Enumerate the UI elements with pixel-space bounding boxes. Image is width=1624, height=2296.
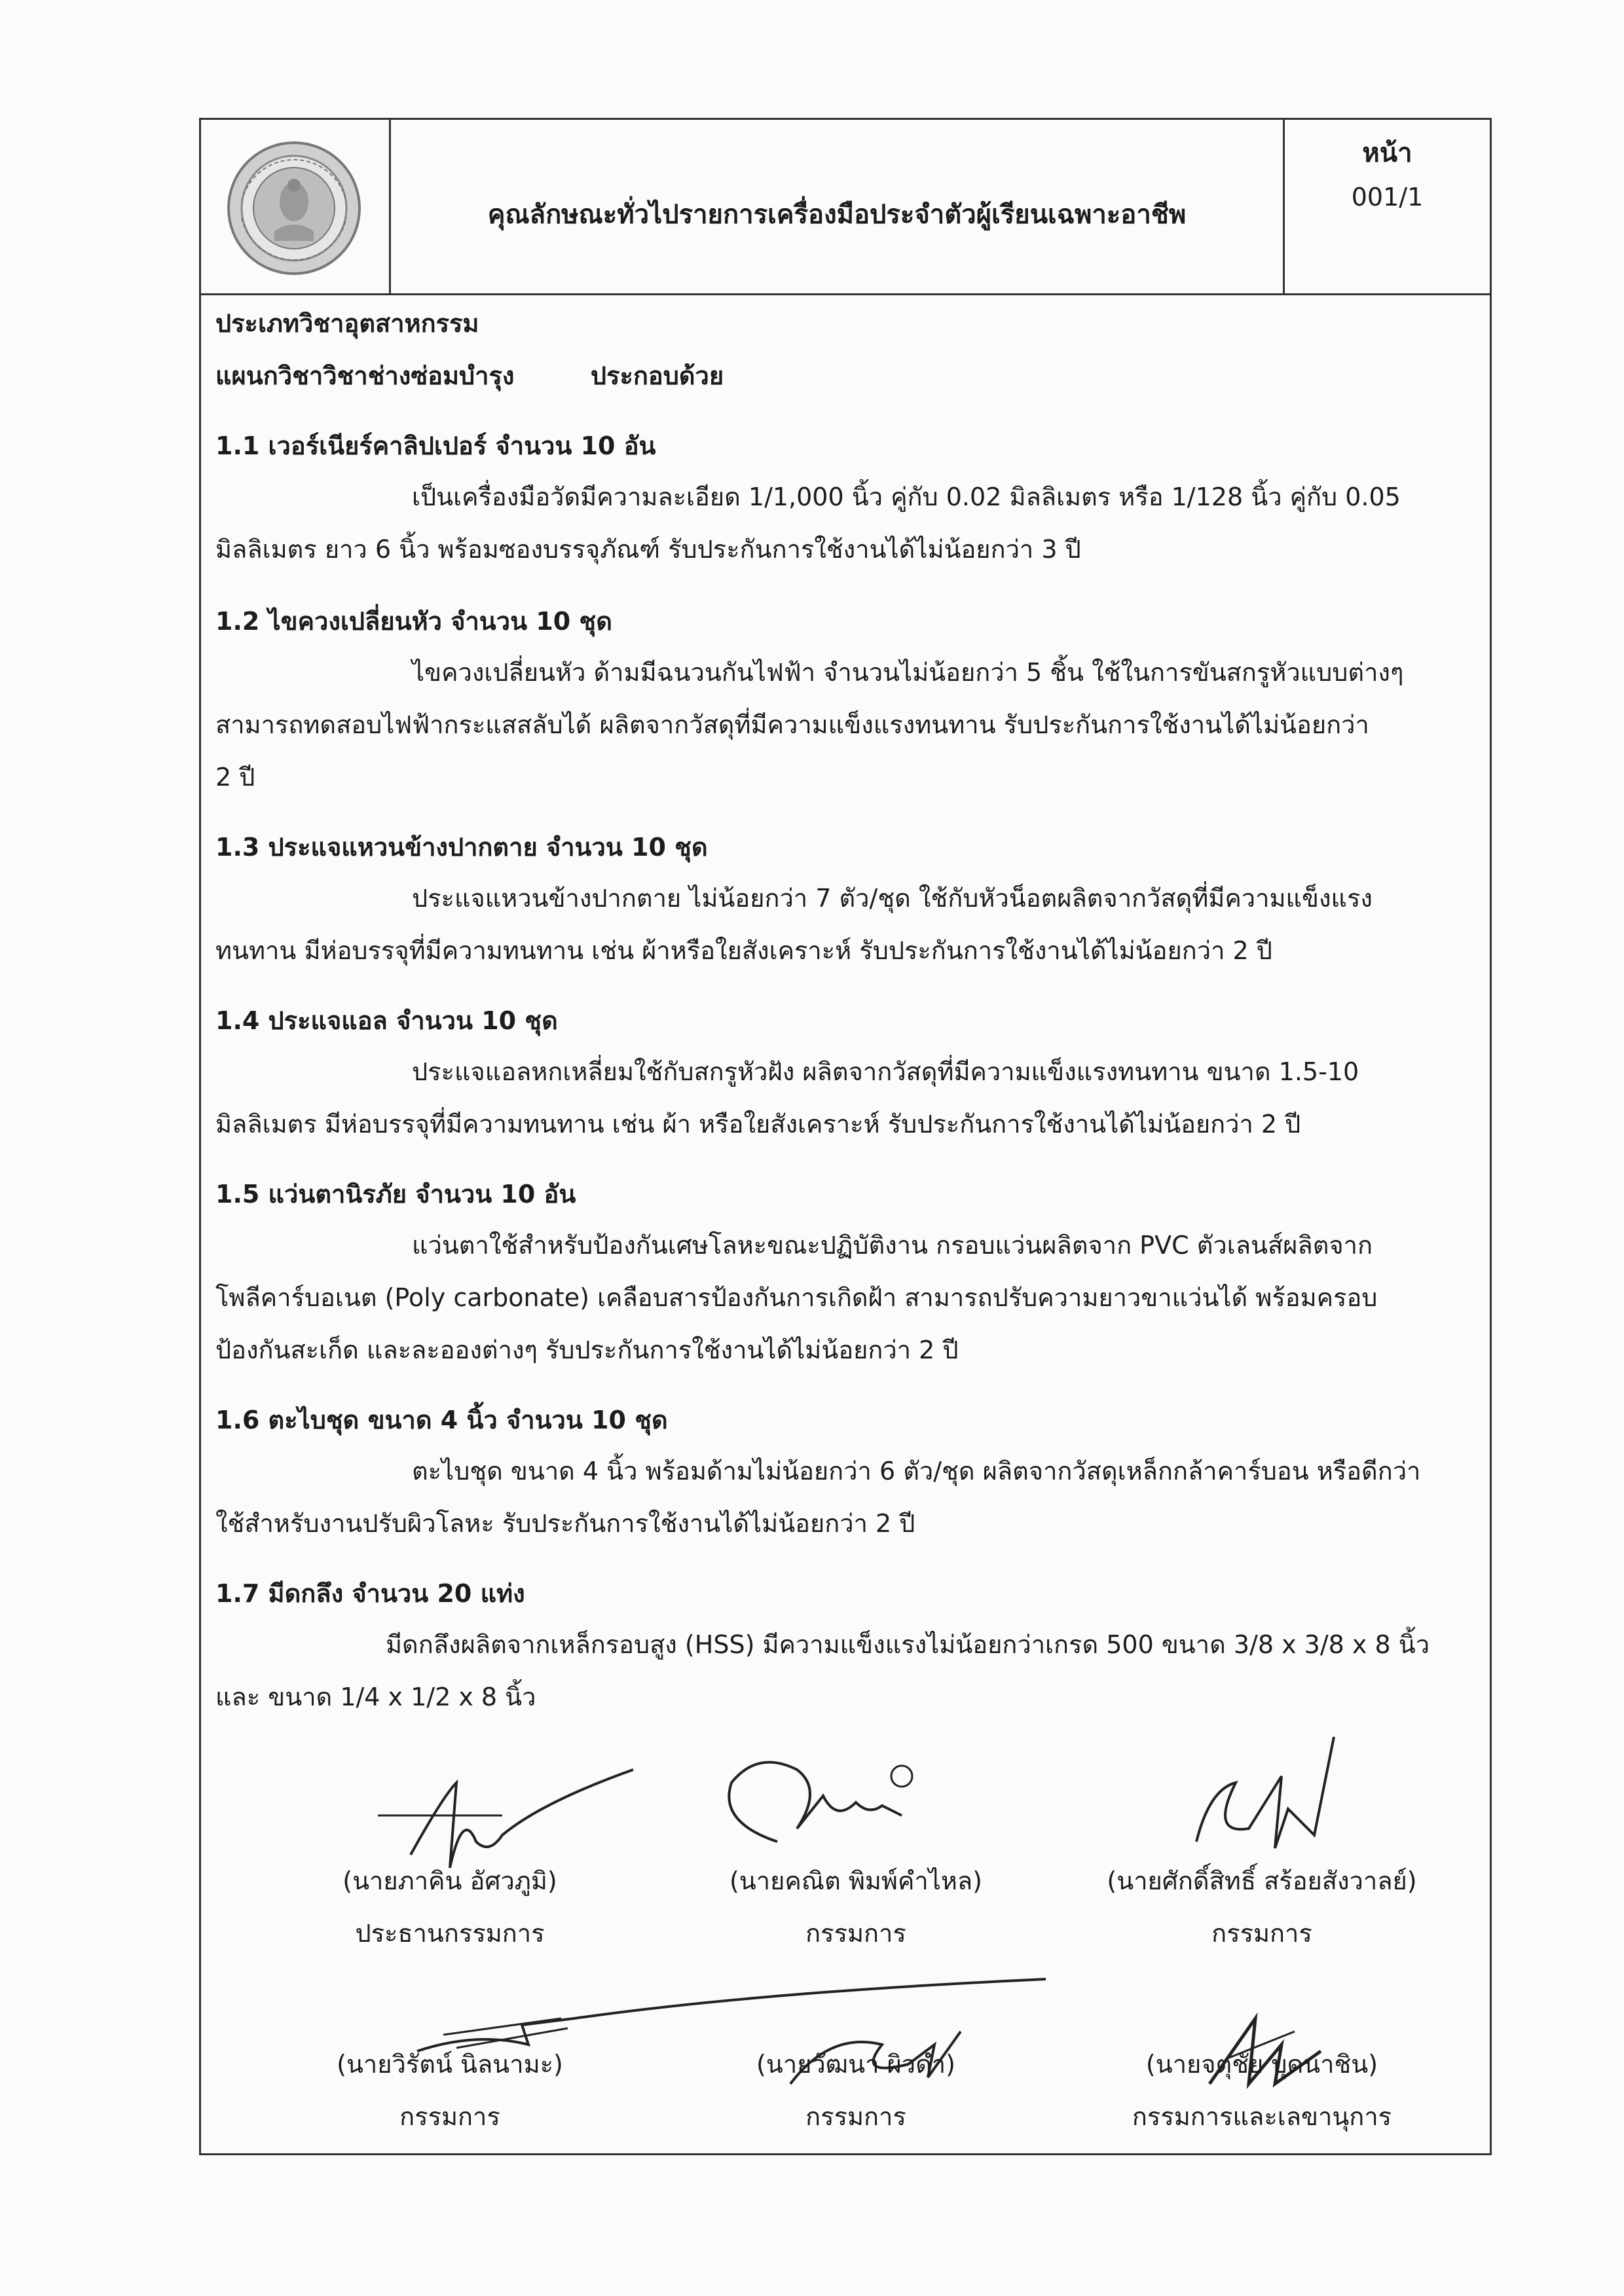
item-heading: 1.4 ประแจแอล จำนวน 10 ชุด — [215, 1006, 558, 1035]
item-line: โพลีคาร์บอเนต (Poly carbonate) เคลือบสารป้องกันการเกิดฝ้า สามารถปรับความยาวขาแว่นได้ พร้อมครอบ — [215, 1283, 1378, 1312]
item-line: มิลลิเมตร ยาว 6 นิ้ว พร้อมซองบรรจุภัณฑ์ รับประกันการใช้งานได้ไม่น้อยกว่า 3 ปี — [215, 535, 1081, 564]
signature-block-4 — [240, 2038, 659, 2143]
item-line: เป็นเครื่องมือวัดมีความละเอียด 1/1,000 นิ้ว คู่กับ 0.02 มิลลิเมตร หรือ 1/128 นิ้ว คู่กับ 0.05 — [412, 483, 1401, 511]
item-line: ทนทาน มีห่อบรรจุที่มีความทนทาน เช่น ผ้าหรือใยสังเคราะห์ รับประกันการใช้งานได้ไม่น้อยกว่า 2 ปี — [215, 936, 1272, 965]
signatory-name: (นายวัฒนา ผิวดำ) — [756, 2050, 955, 2079]
item-heading: 1.7 มีดกลึง จำนวน 20 แท่ง — [215, 1579, 525, 1608]
signature-block-2 — [646, 1855, 1065, 1959]
signature-block-6 — [1052, 2038, 1471, 2143]
signature-block-1 — [240, 1855, 659, 1959]
item-line: และ ขนาด 1/4 x 1/2 x 8 นิ้ว — [215, 1683, 536, 1711]
item-line: สามารถทดสอบไฟฟ้ากระแสสลับได้ ผลิตจากวัสดุที่มีความแข็งแรงทนทาน รับประกันการใช้งานได้ไม่น้อยกว่า — [215, 710, 1369, 739]
signatory-role: กรรมการ — [805, 2102, 906, 2131]
signatory-name: (นายศักดิ์สิทธิ์ สร้อยสังวาลย์) — [1107, 1867, 1417, 1895]
signatory-role: กรรมการ — [1211, 1919, 1312, 1948]
item-line: ไขควงเปลี่ยนหัว ด้ามมีฉนวนกันไฟฟ้า จำนวนไม่น้อยกว่า 5 ชิ้น ใช้ในการขันสกรูหัวแบบต่างๆ — [412, 658, 1404, 687]
document-header — [201, 120, 1490, 295]
signatory-name: (นายภาคิน อัศวภูมิ) — [342, 1867, 557, 1895]
category-line: ประเภทวิชาอุตสาหกรรม — [215, 309, 479, 338]
item-line: ใช้สำหรับงานปรับผิวโลหะ รับประกันการใช้งานได้ไม่น้อยกว่า 2 ปี — [215, 1509, 915, 1538]
item-line: 2 ปี — [215, 763, 255, 792]
item-heading: 1.5 แว่นตานิรภัย จำนวน 10 อัน — [215, 1180, 576, 1209]
department-text: แผนกวิชาวิชาช่างซ่อมบำรุง — [215, 361, 515, 390]
item-line: ป้องกันสะเก็ด และละอองต่างๆ รับประกันการใช้งานได้ไม่น้อยกว่า 2 ปี — [215, 1336, 959, 1364]
logo-cell — [201, 120, 391, 293]
page-label: หน้า — [1362, 138, 1412, 168]
document-frame — [199, 118, 1492, 2155]
item-line: ประแจแหวนข้างปากตาย ไม่น้อยกว่า 7 ตัว/ชุด ใช้กับหัวน็อตผลิตจากวัสดุที่มีความแข็งแรง — [412, 884, 1373, 913]
signatory-name: (นายคณิต พิมพ์คำไหล) — [729, 1867, 982, 1895]
item-line: ประแจแอลหกเหลี่ยมใช้กับสกรูหัวฝัง ผลิตจากวัสดุที่มีความแข็งแรงทนทาน ขนาด 1.5-10 — [412, 1057, 1359, 1086]
item-heading: 1.6 ตะไบชุด ขนาด 4 นิ้ว จำนวน 10 ชุด — [215, 1406, 668, 1434]
item-line: มีดกลึงผลิตจากเหล็กรอบสูง (HSS) มีความแข็งแรงไม่น้อยกว่าเกรด 500 ขนาด 3/8 x 3/8 x 8 นิ้ว — [386, 1630, 1430, 1659]
department-line — [215, 355, 724, 395]
item-line: มิลลิเมตร มีห่อบรรจุที่มีความทนทาน เช่น ผ้า หรือใยสังเคราะห์ รับประกันการใช้งานได้ไม่น้อยกว่า 2 ปี — [215, 1110, 1301, 1139]
vocational-education-seal-logo — [222, 139, 366, 277]
consists-of-text: ประกอบด้วย — [590, 361, 724, 390]
item-heading: 1.3 ประแจแหวนข้างปากตาย จำนวน 10 ชุด — [215, 833, 708, 862]
item-line: ตะไบชุด ขนาด 4 นิ้ว พร้อมด้ามไม่น้อยกว่า 6 ตัว/ชุด ผลิตจากวัสดุเหล็กกล้าคาร์บอน หรือดีกว่า — [412, 1457, 1421, 1485]
title-cell — [391, 120, 1285, 293]
page-cell — [1285, 120, 1490, 293]
signature-block-5 — [646, 2038, 1065, 2143]
signature-2-scribble — [705, 1743, 941, 1868]
document-title: คุณลักษณะทั่วไปรายการเครื่องมือประจำตัวผู้เรียนเฉพาะอาชีพ — [487, 200, 1187, 230]
signatory-name: (นายจตุชัย บุดนาชิน) — [1145, 2050, 1378, 2079]
item-heading: 1.1 เวอร์เนียร์คาลิปเปอร์ จำนวน 10 อัน — [215, 431, 656, 460]
signature-block-3 — [1052, 1855, 1471, 1959]
item-line: แว่นตาใช้สำหรับป้องกันเศษโลหะขณะปฏิบัติงาน กรอบแว่นผลิตจาก PVC ตัวเลนส์ผลิตจาก — [412, 1231, 1373, 1260]
signatory-name: (นายวิรัตน์ นิลนามะ) — [337, 2050, 563, 2079]
signatory-role: กรรมการและเลขานุการ — [1132, 2102, 1392, 2131]
page-number: 001/1 — [1351, 183, 1424, 211]
signature-3-scribble — [1170, 1730, 1367, 1874]
signatory-role: ประธานกรรมการ — [355, 1919, 545, 1948]
signatory-role: กรรมการ — [399, 2102, 500, 2131]
item-heading: 1.2 ไขควงเปลี่ยนหัว จำนวน 10 ชุด — [215, 607, 612, 636]
signatory-role: กรรมการ — [805, 1919, 906, 1948]
